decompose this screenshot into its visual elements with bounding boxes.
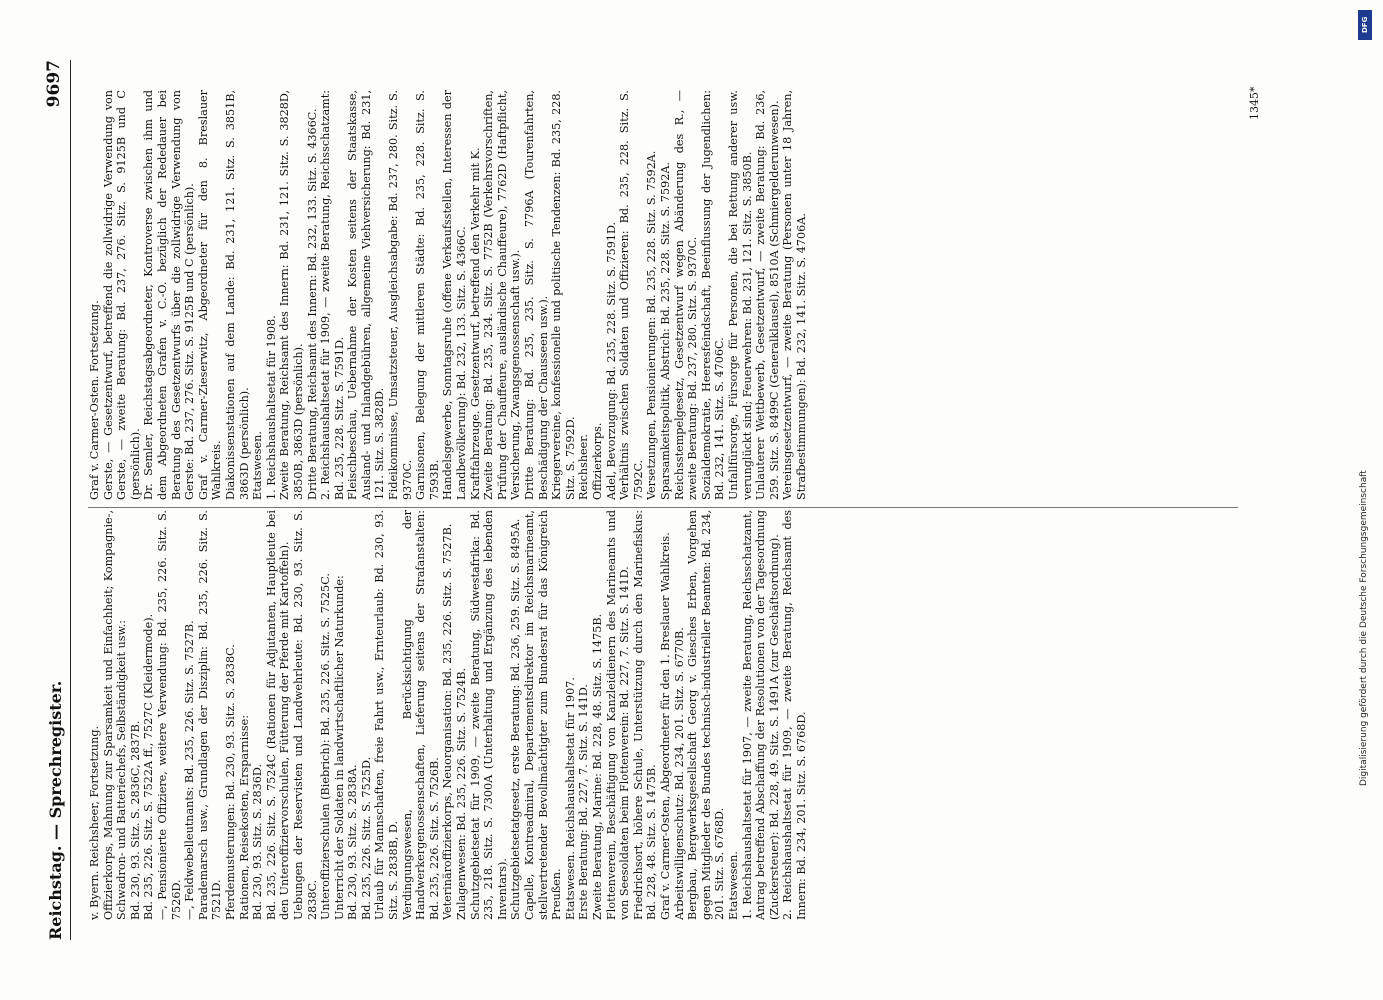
register-entry: Adel, Bevorzugung: Bd. 235, 228. Sitz. S. 7591D. [604,221,618,500]
register-entry: Flottenverein, Beschäftigung von Kanzleidienern des Marineamts und von Seesoldaten beim Flottenverein: Bd. 227, 7. Sitz. S. 141D. [604,510,632,920]
register-entry: Bd. 230, 93. Sitz. S. 2838A. [346,764,360,920]
register-entry: Dritte Beratung: Bd. 235, 235. Sitz. S. 7796A (Tourenfahrten, Beschädigung der Chausseen usw.). [523,90,550,500]
register-column-left [88,510,1248,920]
signature-mark: 1345* [1248,86,1261,120]
register-entry: Gerste, — Gesetzentwurf, betreffend die zollwidrige Verwendung von Gerste, — zweite Beratung: Bd. 237, 276. Sitz. S. 9125B und C (persönlich). [101,90,142,500]
register-entry: Bd. 230, 93. Sitz. S. 2836C, 2837B. [128,720,142,920]
register-entry: Arbeitswilligenschutz: Bd. 234, 201. Sitz. S. 6770B. [672,627,686,920]
dfg-logo: DFG [1358,10,1372,40]
register-entry: Reichsstempelgesetz, Gesetzentwurf wegen Abänderung des R., — zweite Beratung: Bd. 237, 280. Sitz. S. 9370C. [672,90,700,500]
register-entry: Zweite Beratung: Bd. 235, 234. Sitz. S. 7752B (Verkehrsvorschriften, Prüfung der Chauffeure, ausländische Chauffeure), 7762D (Haftpflicht, Versicherung, Zwangsgenossenschaft usw.). [482,90,523,500]
register-entry: Erste Beratung: Bd. 227, 7. Sitz. S. 141D. [577,684,591,920]
register-entry: Dr. Semler, Reichstagsabgeordneter, Kontroverse zwischen ihm und dem Abgeordneten Grafen v. C.-O. bezüglich der Rededauer bei Beratung des Gesetzentwurfs über die zollwidrige Verwendung von Gerste: Bd. 237, 276. Sitz. S. 9125B und C (persönlich). [142,90,197,500]
register-entry: Zweite Beratung, Marine: Bd. 228, 48. Sitz. S. 1475B. [590,613,604,920]
register-column-right [88,90,1248,500]
register-entry: Reichsheer. [577,434,591,500]
register-entry: Sozialdemokratie, Heeresfeindschaft, Beeinflussung der Jugendlichen: Bd. 232, 141. Sitz. S. 4706C. [699,90,727,500]
register-entry: Urlaub für Mannschaften, freie Fahrt usw., Ernteurlaub: Bd. 230, 93. Sitz. S. 2838B, D. [373,510,401,920]
register-entry: Versetzungen, Pensionierungen: Bd. 235, 228. Sitz. S. 7592A. [645,150,659,500]
register-entry: —, Feldwebelleutnants: Bd. 235, 226. Sitz. S. 7527B. [183,620,197,920]
register-entry: Uebungen der Reservisten und Landwehrleute: Bd. 230, 93. Sitz. S. 2838C. [291,510,319,920]
running-head: Reichstag. — Sprechregister. [46,680,65,940]
register-entry: Verhältnis zwischen Soldaten und Offizieren: Bd. 235, 228. Sitz. S. 7592C. [618,90,645,500]
register-entry: Bd. 235, 226. Sitz. S. 7524C (Rationen für Adjutanten, Hauptleute bei den Unteroffiziervorschulen, Fütterung der Pferde mit Kartoffeln). [264,510,292,920]
register-entry: Etatswesen. Reichshaushaltsetat für 1907. [563,677,577,920]
register-entry: Zulagenwesen: Bd. 235, 226. Sitz. S. 7524B. [455,667,469,920]
register-entry: Fleischbeschau, Uebernahme der Kosten seitens der Staatskasse, Ausland- und Inlandgebühren, allgemeine Viehversicherung: Bd. 231, 121. Sitz. S. 3828D. [346,90,387,500]
register-entry: Kraftfahrzeuge. Gesetzentwurf, betreffend den Verkehr mit K. [468,147,482,500]
register-entry: Parademarsch usw., Grundlagen der Disziplin: Bd. 235, 226. Sitz. S. 7521D. [196,510,224,920]
page-number: 9697 [44,60,64,108]
register-entry: Graf v. Carmer-Osten, Abgeordneter für den 1. Breslauer Wahlkreis. [658,532,672,920]
register-entry: Unteroffizierschulen (Biebrich): Bd. 235, 226. Sitz. S. 7525C. [319,573,333,920]
register-entry: v. Byern. Reichsheer, Fortsetzung. [88,725,101,920]
register-entry: Dritte Beratung, Reichsamt des Innern: Bd. 232, 133. Sitz. S. 4366C. [305,108,319,500]
register-entry: Veterinäroffizierkorps, Neuorganisation: Bd. 235, 226. Sitz. S. 7527B. [441,523,455,920]
register-entry: Graf v. Carmer-Osten. Fortsetzung. [88,300,101,500]
register-entry: 1. Reichshaushaltsetat für 1908. [264,315,278,500]
register-entry: Fideikommisse, Umsatzsteuer, Ausgleichsabgabe: Bd. 237, 280. Sitz. S. 9370C. [387,90,414,500]
dfg-watermark [1358,10,1372,990]
register-entry: 2. Reichshaushaltsetat für 1909, — zweite Beratung, Reichsamt des Innern: Bd. 234, 201. Sitz. S. 6768D. [781,510,808,920]
register-entry: Unfallfürsorge, Fürsorge für Personen, die bei Rettung anderer usw. verunglückt sind; Feuerwehren: Bd. 231, 121. Sitz. S. 3850B. [726,90,754,500]
register-entry: Schutzgebietsetat für 1909, — zweite Beratung, Südwestafrika: Bd. 235, 218. Sitz. S. 7300A (Unterhaltung und Ergänzung des lebenden Inventars). [468,510,509,920]
register-entry: 1. Reichshaushaltsetat für 1907, — zweite Beratung, Reichsschatzamt, Antrag betreffend Abschaffung der Resolutionen von der Tagesordnung (Zuckersteuer): Bd. 228, 49. Sitz. S. 1491A (zur Geschäftsordnung). [740,510,781,920]
register-entry: Etatswesen. [726,851,740,920]
register-entry: Offizierkorps, Mahnung zur Sparsamkeit und Einfachheit; Kompagnie-, Schwadron- und Batteriechefs, Selbständigkeit usw.: [101,510,129,920]
register-entry: Pferdemusterungen: Bd. 230, 93. Sitz. S. 2838C. [223,644,237,920]
page-header [40,60,71,940]
register-entry: Rationen, Reisekosten, Ersparnisse: [237,714,251,920]
register-entry: Capelle, Kontreadmiral, Departementsdirektor im Reichsmarineamt, stellvertretender Bevollmächtigter zum Bundesrat für das Königreich Preußen. [523,510,564,920]
register-entry: Bd. 235, 226. Sitz. S. 7522A ff., 7527C (Kleidermode). [142,613,156,920]
register-entry: Sparsamkeitspolitik, Abstrich: Bd. 235, 228. Sitz. S. 7592A. [658,162,672,500]
register-entry: Diakonissenstationen auf dem Lande: Bd. 231, 121. Sitz. S. 3851B, 3863D (persönlich). [223,90,251,500]
dfg-credit-text: Digitalisierung gefördert durch die Deutsche Forschungsgemeinschaft [1359,470,1369,786]
column-divider [88,507,1238,508]
register-entry: Etatswesen. [251,431,265,500]
register-entry: Unterricht der Soldaten in landwirtschaftlicher Naturkunde: [332,575,346,920]
register-entry: Kriegervereine, konfessionelle und politische Tendenzen: Bd. 235, 228. Sitz. S. 7592D. [550,90,577,500]
register-entry: Unlauterer Wettbewerb, Gesetzentwurf, — zweite Beratung: Bd. 236, 259. Sitz. S. 8499C (Generalklausel), 8510A (Schmiergelderunwesen). [754,90,781,500]
register-entry: Handelsgewerbe, Sonntagsruhe (offene Verkaufsstellen, Interessen der Landbevölkerung): Bd. 232, 133. Sitz. S. 4366C. [441,90,469,500]
register-entry: Friedrichsort, höhere Schule, Unterstützung durch den Marinefiskus: Bd. 228, 48. Sitz. S. 1475B. [631,510,659,920]
register-entry: Schutzgebietsetatgesetz, erste Beratung: Bd. 236, 259. Sitz. S. 8495A. [509,518,523,920]
register-entry: Verdingungswesen, Berücksichtigung der Handwerkergenossenschaften, Lieferung seitens der Strafanstalten: Bd. 235, 226. Sitz. S. 7526B. [400,510,441,920]
register-entry: Offizierkorps. [590,422,604,500]
register-entry: Bergbau, Bergwerksgesellschaft Georg v. Giesches Erben, Vorgehen gegen Mitglieder des Bundes technisch-industrieller Beamten: Bd. 234, 201. Sitz. S. 6768D. [686,510,727,920]
register-entry: Zweite Beratung, Reichsamt des Innern: Bd. 231, 121. Sitz. S. 3828D, 3850B, 3863D (persönlich). [278,90,305,500]
register-entry: Bd. 235, 226. Sitz. S. 7525D. [359,756,373,920]
register-entry: 2. Reichshaushaltsetat für 1909, — zweite Beratung, Reichsschatzamt: Bd. 235, 228. Sitz. S. 7591D. [319,90,346,500]
register-entry: Vereinsgesetzentwurf, — zweite Beratung (Personen unter 18 Jahren, Strafbestimmungen): Bd. 232, 141. Sitz. S. 4706A. [781,90,808,500]
register-entry: Bd. 230, 93. Sitz. S. 2836D. [251,763,265,920]
register-entry: Garnisonen, Belegung der mittleren Städte: Bd. 235, 228. Sitz. S. 7593B. [414,90,441,500]
register-entry: —, Pensionierte Offiziere, weitere Verwendung: Bd. 235, 226. Sitz. S. 7526D. [155,510,183,920]
register-entry: Graf v. Carmer-Zieserwitz, Abgeordneter für den 8. Breslauer Wahlkreis. [196,90,224,500]
